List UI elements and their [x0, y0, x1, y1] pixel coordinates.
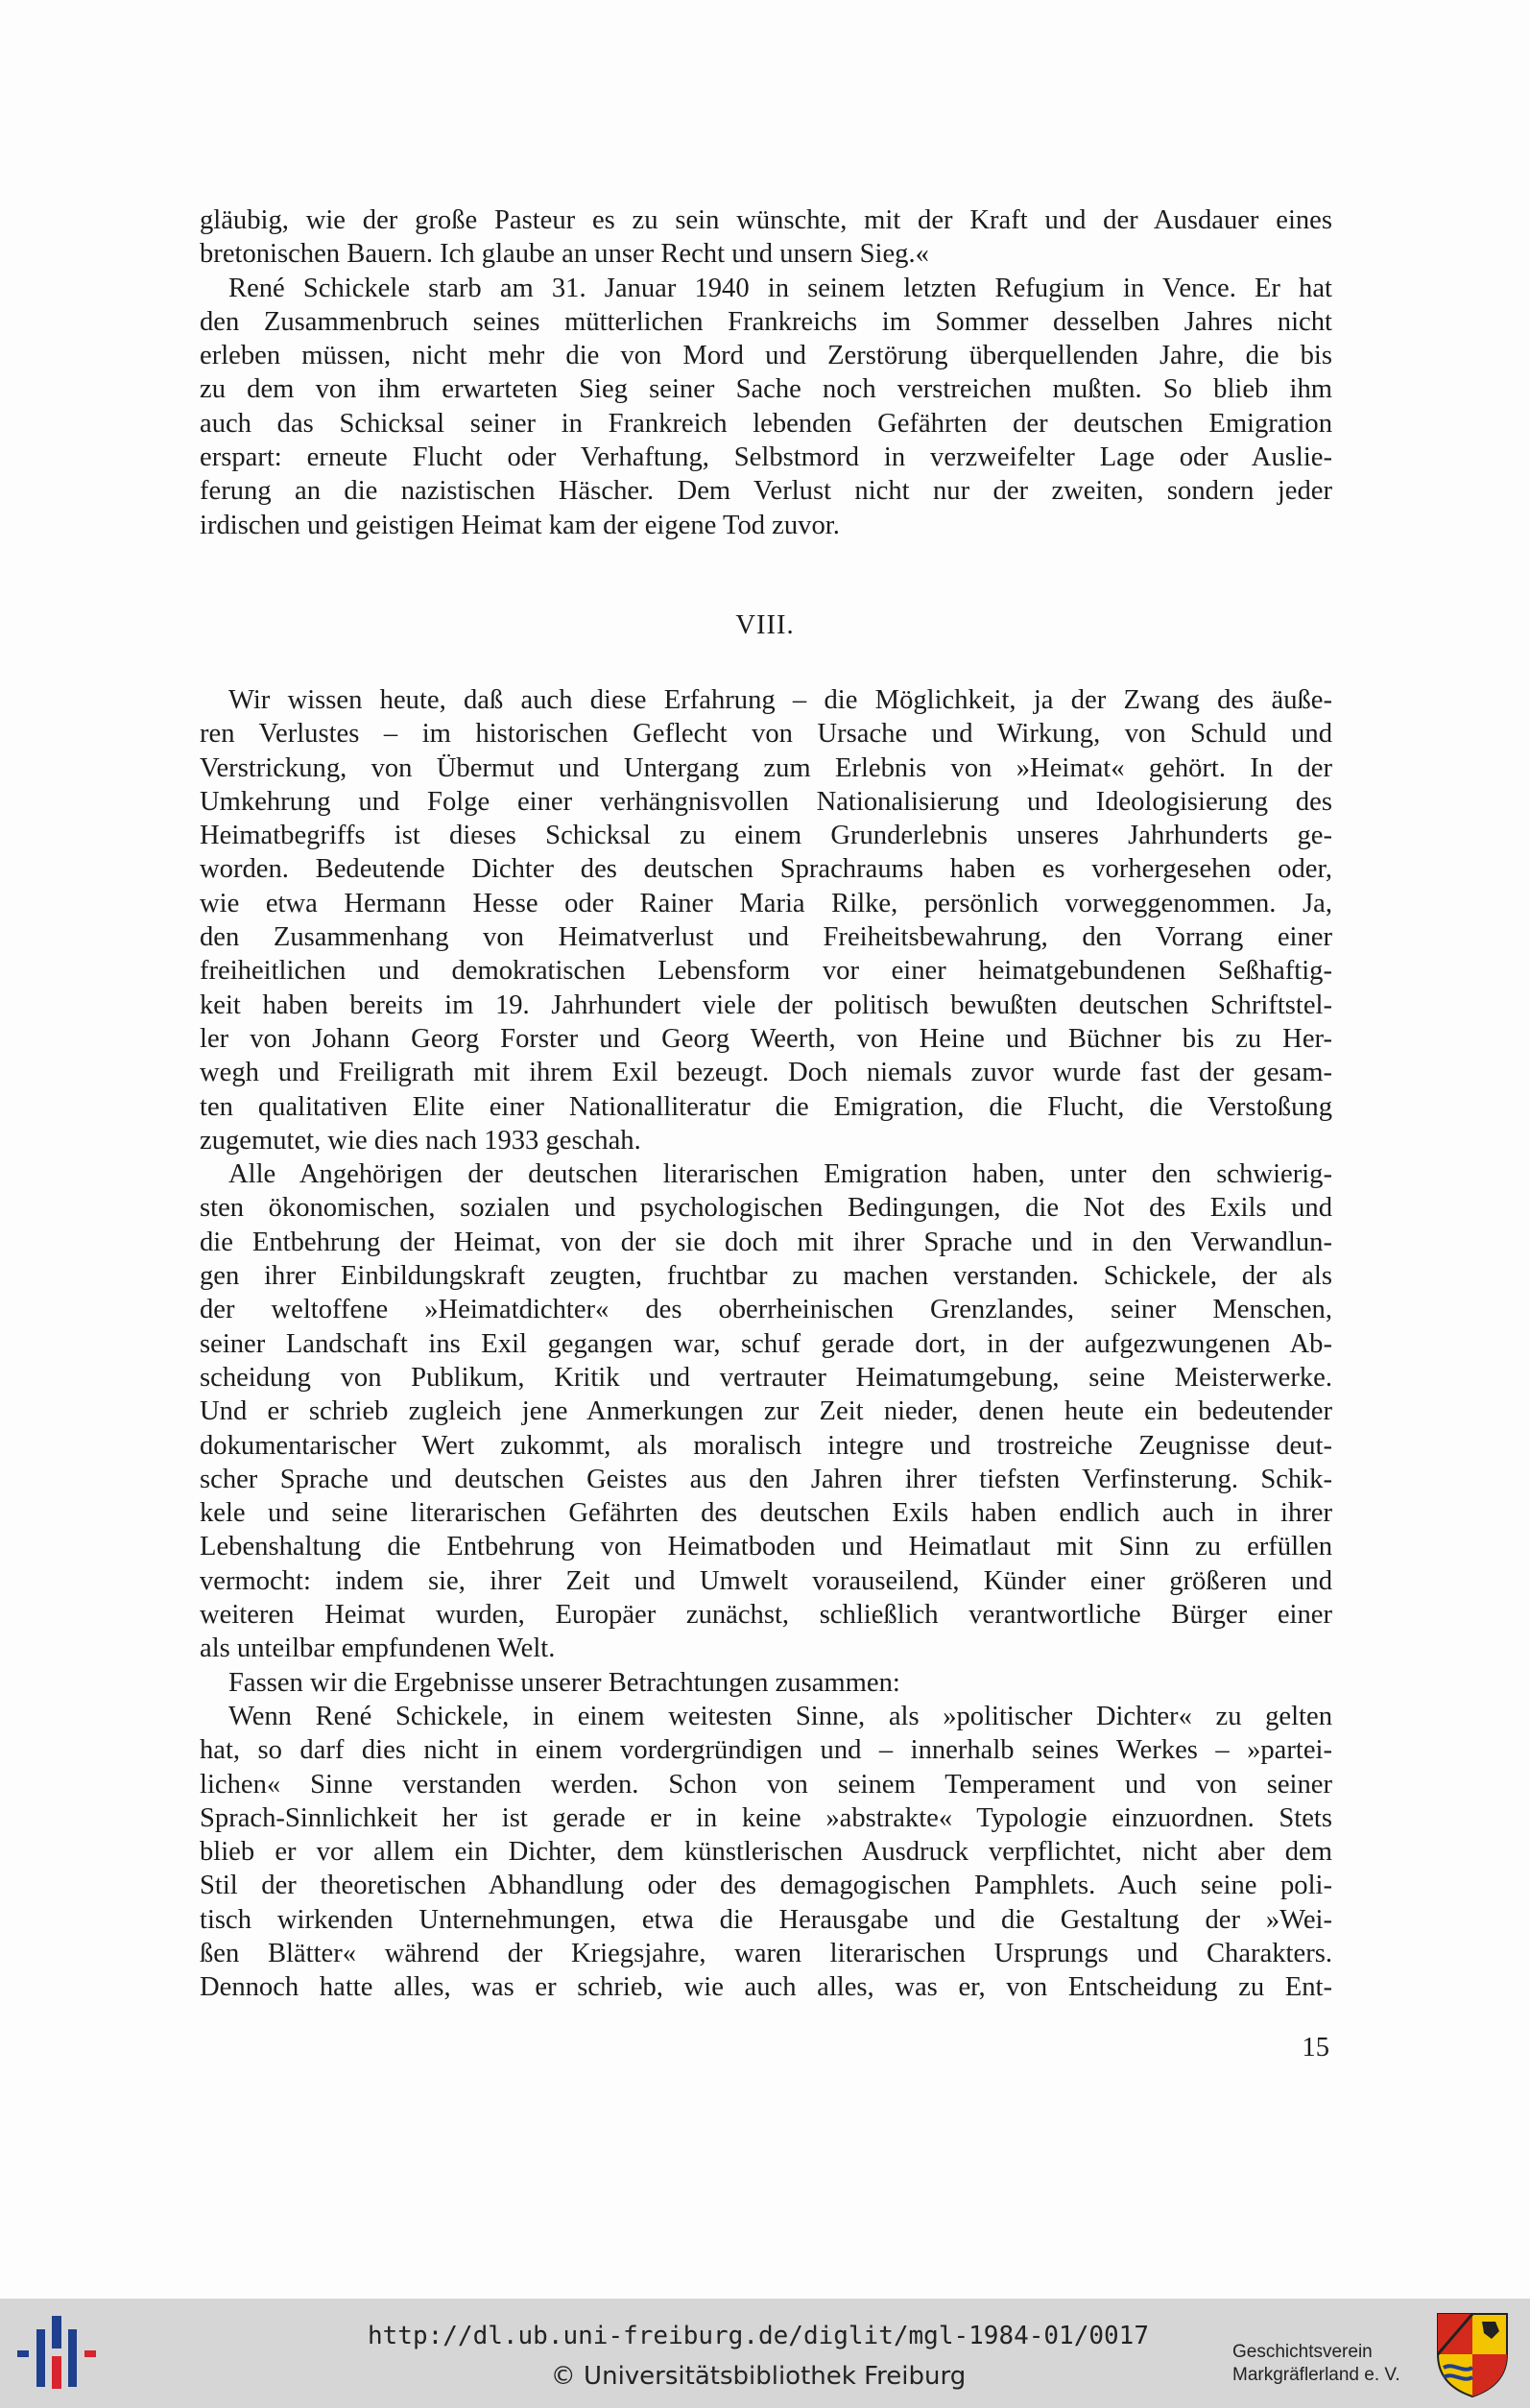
text-line: irdischen und geistigen Heimat kam der eigene Tod zuvor. — [200, 510, 840, 540]
text-line: tisch wirkenden Unternehmungen, etwa die Herausgabe und die Gestaltung der »Wei- — [200, 1904, 1332, 1935]
text-line: zu dem von ihm erwarteten Sieg seiner Sache noch verstreichen mußten. So blieb ihm — [200, 374, 1332, 405]
text-line: hat, so darf dies nicht in einem vordergründigen und – innerhalb seines Werkes – »partei- — [200, 1735, 1332, 1766]
text-line: der weltoffene »Heimatdichter« des oberrheinischen Grenzlandes, seiner Menschen, — [200, 1295, 1332, 1325]
society-name-line: Geschichtsverein — [1232, 2342, 1373, 2362]
text-line: scher Sprache und deutschen Geistes aus den Jahren ihrer tiefsten Verfinsterung. Schik- — [200, 1464, 1332, 1494]
text-line: Und er schrieb zugleich jene Anmerkungen zur Zeit nieder, denen heute ein bedeutender — [200, 1396, 1332, 1427]
text-line: seiner Landschaft ins Exil gegangen war, schuf gerade dort, in der aufgezwungenen Ab- — [200, 1328, 1332, 1359]
text-line: Dennoch hatte alles, was er schrieb, wie auch alles, was er, von Entscheidung zu Ent- — [200, 1972, 1332, 2003]
text-line: bretonischen Bauern. Ich glaube an unser Recht und unsern Sieg.« — [200, 239, 929, 270]
text-line: Umkehrung und Folge einer verhängnisvollen Nationalisierung und Ideologisierung des — [200, 786, 1332, 817]
text-line: Sprach-Sinnlichkeit her ist gerade er in keine »abstrakte« Typologie einzuordnen. Stets — [200, 1802, 1332, 1833]
text-line: wegh und Freiligrath mit ihrem Exil bezeugt. Doch niemals zuvor wurde fast der gesam- — [200, 1058, 1332, 1088]
text-line: zugemutet, wie dies nach 1933 geschah. — [200, 1125, 641, 1156]
text-line: Heimatbegriffs ist dieses Schicksal zu einem Grunderlebnis unseres Jahrhunderts ge- — [200, 821, 1332, 851]
coat-of-arms-icon — [1434, 2310, 1511, 2398]
text-line: gläubig, wie der große Pasteur es zu sein wünschte, mit der Kraft und der Ausdauer eines — [200, 205, 1332, 235]
text-line: ten qualitativen Elite einer Nationalliteratur die Emigration, die Flucht, die Verstoßung — [200, 1091, 1332, 1122]
text-line: kele und seine literarischen Gefährten des deutschen Exils haben endlich auch in ihrer — [200, 1498, 1332, 1529]
society-name-line: Markgräflerland e. V. — [1232, 2365, 1400, 2385]
text-line: ßen Blätter« während der Kriegsjahre, waren literarischen Ursprungs und Charakters. — [200, 1938, 1332, 1968]
text-line: auch das Schicksal seiner in Frankreich lebenden Gefährten der deutschen Emigration — [200, 408, 1332, 439]
text-line: erleben müssen, nicht mehr die von Mord und Zerstörung überquellenden Jahre, die bis — [200, 341, 1332, 371]
text-line: Stil der theoretischen Abhandlung oder des demagogischen Pamphlets. Auch seine poli- — [200, 1871, 1332, 1901]
text-line: Alle Angehörigen der deutschen literarischen Emigration haben, unter den schwierig- — [228, 1159, 1332, 1190]
text-line: als unteilbar empfundenen Welt. — [200, 1633, 556, 1664]
text-line: Wenn René Schickele, in einem weitesten Sinne, als »politischer Dichter« zu gelten — [228, 1701, 1332, 1731]
text-line: ler von Johann Georg Forster und Georg Weerth, von Heine und Büchner bis zu Her- — [200, 1023, 1332, 1054]
society-name — [1232, 2341, 1424, 2387]
text-line: Lebenshaltung die Entbehrung von Heimatboden und Heimatlaut mit Sinn zu erfüllen — [200, 1532, 1332, 1562]
text-line: wie etwa Hermann Hesse oder Rainer Maria Rilke, persönlich vorweggenommen. Ja, — [200, 888, 1332, 918]
text-line: sten ökonomischen, sozialen und psychologischen Bedingungen, die Not des Exils und — [200, 1193, 1332, 1224]
text-line: vermocht: indem sie, ihrer Zeit und Umwelt vorauseilend, Künder einer größeren und — [200, 1565, 1332, 1596]
text-line: freiheitlichen und demokratischen Lebensform vor einer heimatgebundenen Seßhaftig- — [200, 956, 1332, 987]
text-line: weiteren Heimat wurden, Europäer zunächst, schließlich verantwortliche Bürger einer — [200, 1600, 1332, 1631]
text-line: scheidung von Publikum, Kritik und vertrauter Heimatumgebung, seine Meisterwerke. — [200, 1362, 1332, 1393]
text-line: dokumentarischer Wert zukommt, als moralisch integre und trostreiche Zeugnisse deut- — [200, 1430, 1332, 1461]
text-line: Fassen wir die Ergebnisse unserer Betrachtungen zusammen: — [228, 1667, 900, 1698]
text-line: den Zusammenhang von Heimatverlust und Freiheitsbewahrung, den Vorrang einer — [200, 922, 1332, 953]
text-line: lichen« Sinne verstanden werden. Schon von seinem Temperament und von seiner — [200, 1769, 1332, 1800]
footer-bar — [0, 2299, 1530, 2408]
text-line: René Schickele starb am 31. Januar 1940 in seinem letzten Refugium in Vence. Er hat — [228, 273, 1332, 303]
ub-freiburg-logo-icon[interactable] — [17, 2310, 102, 2396]
text-line: keit haben bereits im 19. Jahrhundert viele der politisch bewußten deutschen Schriftstel- — [200, 989, 1332, 1020]
text-line: gen ihrer Einbildungskraft zeugten, fruchtbar zu machen verstanden. Schickele, der als — [200, 1261, 1332, 1292]
text-line: blieb er vor allem ein Dichter, dem künstlerischen Ausdruck verpflichtet, nicht aber dem — [200, 1837, 1332, 1868]
page-number: 15 — [1302, 2033, 1329, 2062]
text-line: worden. Bedeutende Dichter des deutschen Sprachraums haben es vorhergesehen oder, — [200, 854, 1332, 885]
permalink-url[interactable]: http://dl.ub.uni-freiburg.de/diglit/mgl-1984-01/0017 — [368, 2322, 1149, 2350]
text-line: Wir wissen heute, daß auch diese Erfahrung – die Möglichkeit, ja der Zwang des äuße- — [228, 685, 1332, 715]
section-heading: VIII. — [735, 610, 795, 640]
paragraph-block-top — [200, 203, 1332, 542]
paragraph-block-main — [200, 683, 1332, 2005]
text-line: erspart: erneute Flucht oder Verhaftung, Selbstmord in verzweifelter Lage oder Auslie- — [200, 442, 1332, 473]
text-line: ren Verlustes – im historischen Geflecht von Ursache und Wirkung, von Schuld und — [200, 719, 1332, 750]
copyright-notice: © Universitätsbibliothek Freiburg — [550, 2362, 967, 2391]
text-line: die Entbehrung der Heimat, von der sie doch mit ihrer Sprache und in den Verwandlun- — [200, 1227, 1332, 1257]
text-line: ferung an die nazistischen Häscher. Dem Verlust nicht nur der zweiten, sondern jeder — [200, 476, 1332, 507]
text-line: den Zusammenbruch seines mütterlichen Frankreichs im Sommer desselben Jahres nicht — [200, 306, 1332, 337]
text-line: Verstrickung, von Übermut und Untergang zum Erlebnis von »Heimat« gehört. In der — [200, 752, 1332, 783]
